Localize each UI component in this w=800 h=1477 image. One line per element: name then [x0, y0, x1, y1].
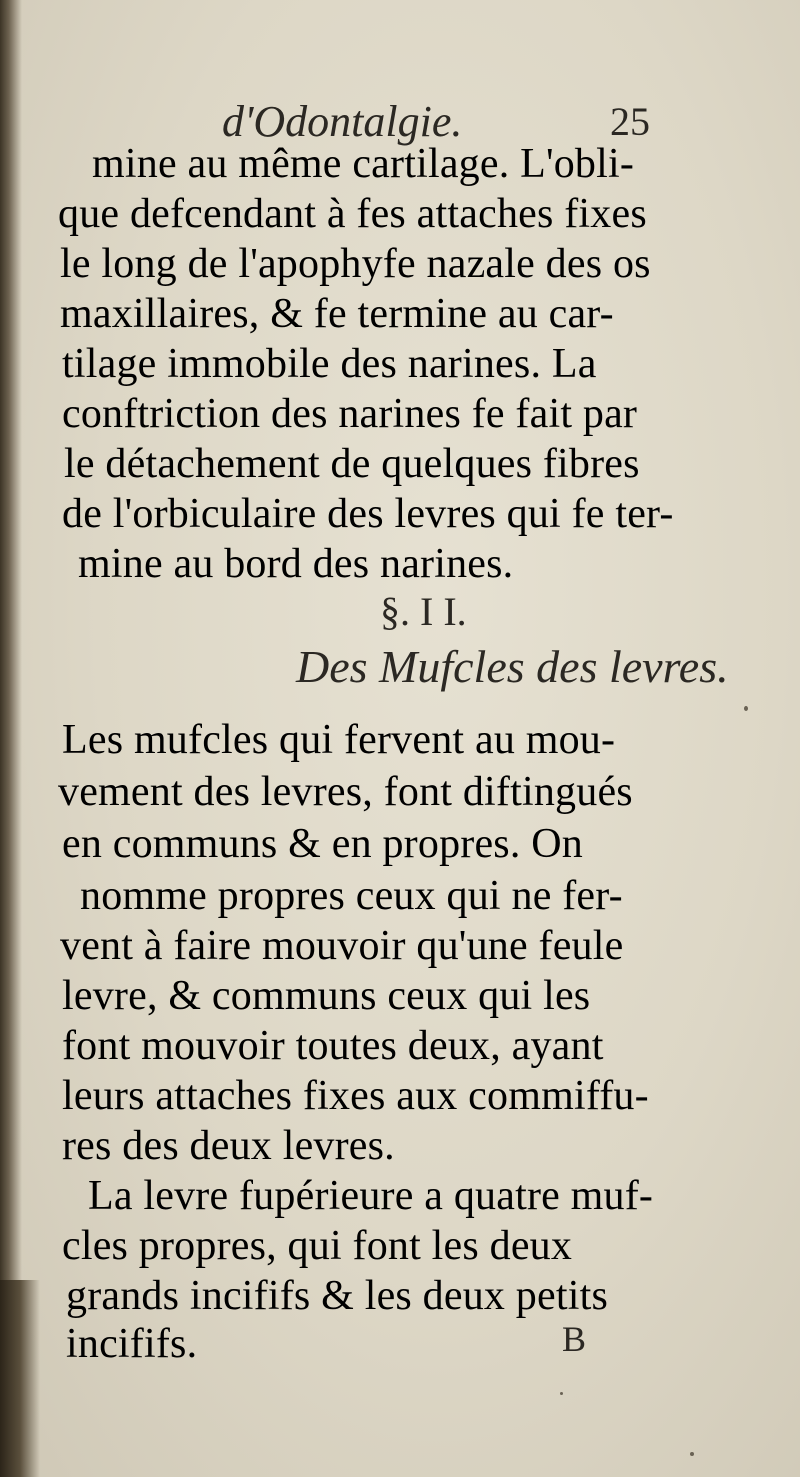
text-line: mine au même cartilage. L'obli-	[92, 141, 635, 187]
text-line: font mouvoir toutes deux, ayant	[62, 1023, 604, 1069]
section-number: §. I I.	[380, 589, 467, 634]
signature-mark: B	[562, 1319, 587, 1359]
page-number: 25	[610, 99, 650, 144]
text-line: mine au bord des narines.	[78, 541, 514, 587]
text-line: cles propres, qui font les deux	[62, 1223, 573, 1269]
text-line: res des deux levres.	[62, 1123, 395, 1169]
section-title: Des Mufcles des levres.	[296, 641, 729, 692]
paper-speck	[744, 706, 748, 711]
text-line: en communs & en propres. On	[62, 821, 583, 867]
text-line: vement des levres, font diftingués	[58, 769, 633, 815]
text-line: nomme propres ceux qui ne fer-	[80, 873, 623, 919]
text-line: tilage immobile des narines. La	[62, 341, 597, 387]
text-line: le détachement de quelques fibres	[64, 441, 640, 487]
text-line: incififs.	[66, 1321, 198, 1367]
text-line: de l'orbiculaire des levres qui fe ter-	[62, 491, 674, 537]
text-line: maxillaires, & fe termine au car-	[60, 291, 614, 337]
text-line: conftriction des narines fe fait par	[62, 391, 638, 437]
text-line: le long de l'apophyfe nazale des os	[60, 241, 651, 287]
text-line: Les mufcles qui fervent au mou-	[62, 717, 616, 763]
text-line: leurs attaches fixes aux commiffu-	[62, 1073, 649, 1119]
page-gutter-shadow-lower	[0, 1280, 40, 1477]
text-line: que defcendant à fes attaches fixes	[58, 191, 647, 237]
text-line: vent à faire mouvoir qu'une feule	[60, 923, 624, 969]
text-line: levre, & communs ceux qui les	[62, 973, 591, 1019]
paper-speck	[560, 1392, 563, 1395]
page-gutter-shadow	[0, 0, 22, 1477]
paper-speck	[690, 1452, 694, 1456]
running-title: d'Odontalgie.	[222, 97, 463, 146]
text-line: La levre fupérieure a quatre muf-	[88, 1173, 654, 1219]
text-line: grands incififs & les deux petits	[66, 1273, 608, 1319]
